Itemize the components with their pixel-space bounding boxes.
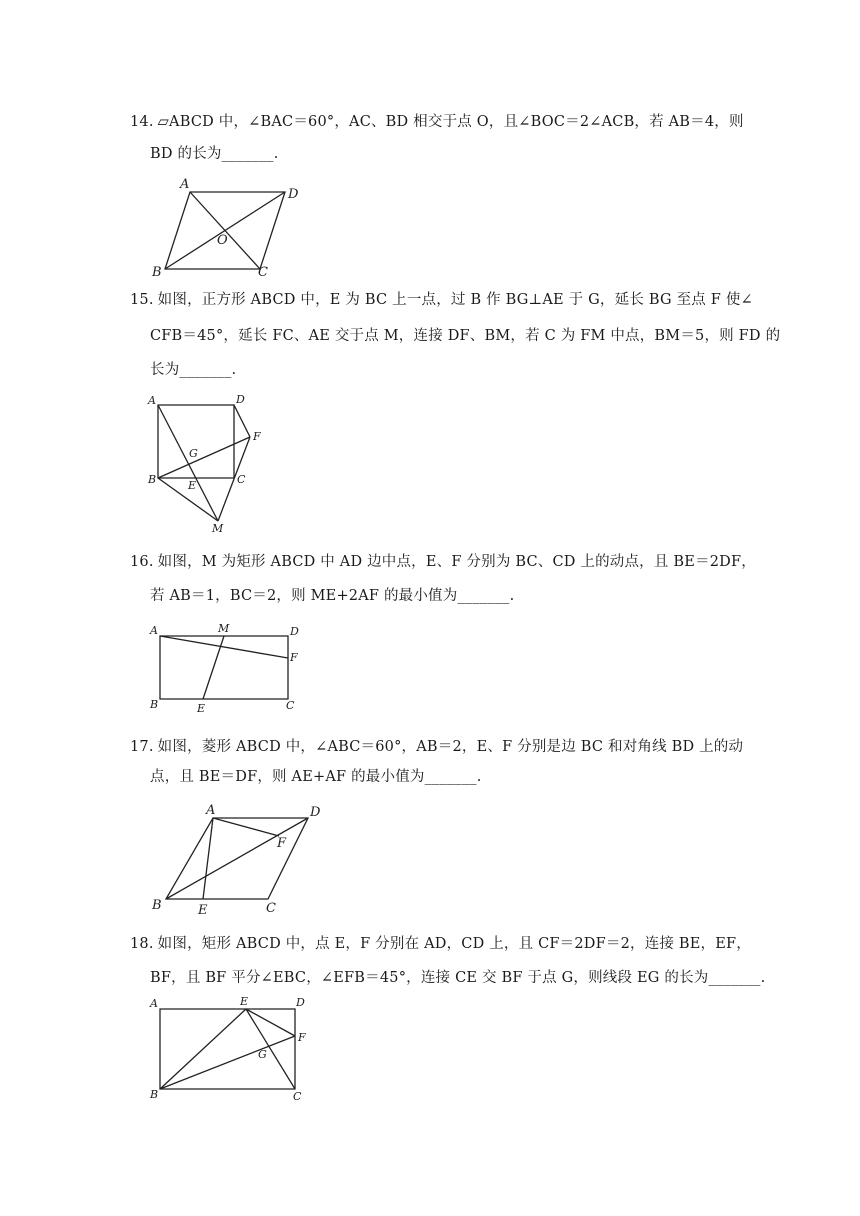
- rectangle-abcd: [160, 1009, 295, 1089]
- label-e: E: [188, 479, 197, 492]
- label-m: M: [212, 522, 224, 535]
- problem-16-line-1: [130, 552, 756, 572]
- problem-15-text-1: 如图，正方形 ABCD 中，E 为 BC 上一点，过 B 作 BG⊥AE 于 G，延长 BG 至点 F 使∠: [157, 292, 753, 308]
- problem-15-figure: [140, 390, 280, 540]
- rectangle-abcd: [160, 636, 288, 699]
- label-a: A: [180, 177, 190, 192]
- label-a: A: [206, 803, 216, 818]
- segment-af: [213, 818, 279, 836]
- segment-af: [160, 636, 288, 658]
- label-e: E: [197, 702, 206, 715]
- label-g: G: [258, 1048, 267, 1061]
- label-c: C: [258, 265, 268, 280]
- label-a: A: [148, 394, 156, 407]
- problem-15-number: 15.: [130, 292, 154, 308]
- diagonal-bd: [165, 192, 285, 269]
- label-c: C: [237, 473, 246, 486]
- segment-ce: [246, 1009, 295, 1089]
- label-a: A: [150, 997, 158, 1010]
- label-a: A: [150, 624, 158, 637]
- problem-14-text-1: ▱ABCD 中，∠BAC＝60°，AC、BD 相交于点 O，且∠BOC＝2∠ACB，若 AB＝4，则: [157, 114, 744, 130]
- label-f: F: [290, 651, 298, 664]
- label-b: B: [150, 698, 159, 711]
- label-d: D: [288, 187, 299, 202]
- label-m: M: [218, 622, 230, 635]
- problem-17-number: 17.: [130, 739, 154, 755]
- problem-14-line-1: [130, 112, 744, 132]
- segment-am: [158, 405, 218, 521]
- label-b: B: [152, 265, 162, 280]
- problem-15-line-3: 长为_______.: [150, 362, 237, 378]
- label-f: F: [298, 1031, 306, 1044]
- problem-17-line-1: [130, 737, 744, 757]
- label-b: B: [152, 898, 162, 913]
- problem-16-figure: [145, 620, 315, 720]
- problem-16-line-2: 若 AB＝1，BC＝2，则 ME+2AF 的最小值为_______.: [150, 588, 515, 604]
- label-d: D: [310, 805, 321, 820]
- label-f: F: [253, 430, 261, 443]
- square-abcd: [158, 405, 234, 478]
- segment-ae: [203, 818, 213, 899]
- problem-17-line-2: 点，且 BE＝DF，则 AE+AF 的最小值为_______.: [150, 769, 482, 785]
- label-c: C: [286, 699, 295, 712]
- problem-17-figure: [140, 800, 340, 920]
- problem-15-line-1: [130, 290, 753, 310]
- label-d: D: [290, 625, 299, 638]
- label-e: E: [240, 995, 249, 1008]
- label-f: F: [277, 836, 287, 851]
- label-c: C: [293, 1090, 302, 1103]
- label-d: D: [296, 996, 305, 1009]
- problem-18-figure: [145, 992, 325, 1107]
- problem-18-line-1: [130, 934, 751, 954]
- segment-bf: [160, 1036, 295, 1089]
- problem-18-line-2: BF，且 BF 平分∠EBC，∠EFB＝45°，连接 CE 交 BF 于点 G，则线段 EG 的长为_______.: [150, 970, 766, 986]
- problem-17-text-1: 如图，菱形 ABCD 中，∠ABC＝60°，AB＝2，E、F 分别是边 BC 和对角线 BD 上的动: [157, 739, 744, 755]
- segment-df: [234, 405, 250, 437]
- problem-16-text-1: 如图，M 为矩形 ABCD 中 AD 边中点，E、F 分别为 BC、CD 上的动点，且 BE＝2DF，: [157, 554, 756, 570]
- label-b: B: [150, 1088, 159, 1101]
- problem-15-line-2: CFB＝45°，延长 FC、AE 交于点 M，连接 DF、BM，若 C 为 FM 中点，BM＝5，则 FD 的: [150, 328, 781, 344]
- segment-ef: [246, 1009, 295, 1036]
- problem-14-figure: [140, 172, 310, 282]
- problem-16-number: 16.: [130, 554, 154, 570]
- label-o: O: [217, 233, 228, 248]
- problem-14-number: 14.: [130, 114, 154, 130]
- problem-18-number: 18.: [130, 936, 154, 952]
- label-c: C: [266, 901, 276, 916]
- label-b: B: [148, 473, 157, 486]
- label-g: G: [189, 447, 198, 460]
- diagonal-bd: [166, 818, 308, 899]
- problem-18-text-1: 如图，矩形 ABCD 中，点 E，F 分别在 AD，CD 上，且 CF＝2DF＝2，连接 BE，EF，: [157, 936, 751, 952]
- label-d: D: [236, 393, 245, 406]
- segment-be: [160, 1009, 246, 1089]
- problem-14-line-2: BD 的长为_______.: [150, 146, 279, 162]
- label-e: E: [198, 903, 208, 918]
